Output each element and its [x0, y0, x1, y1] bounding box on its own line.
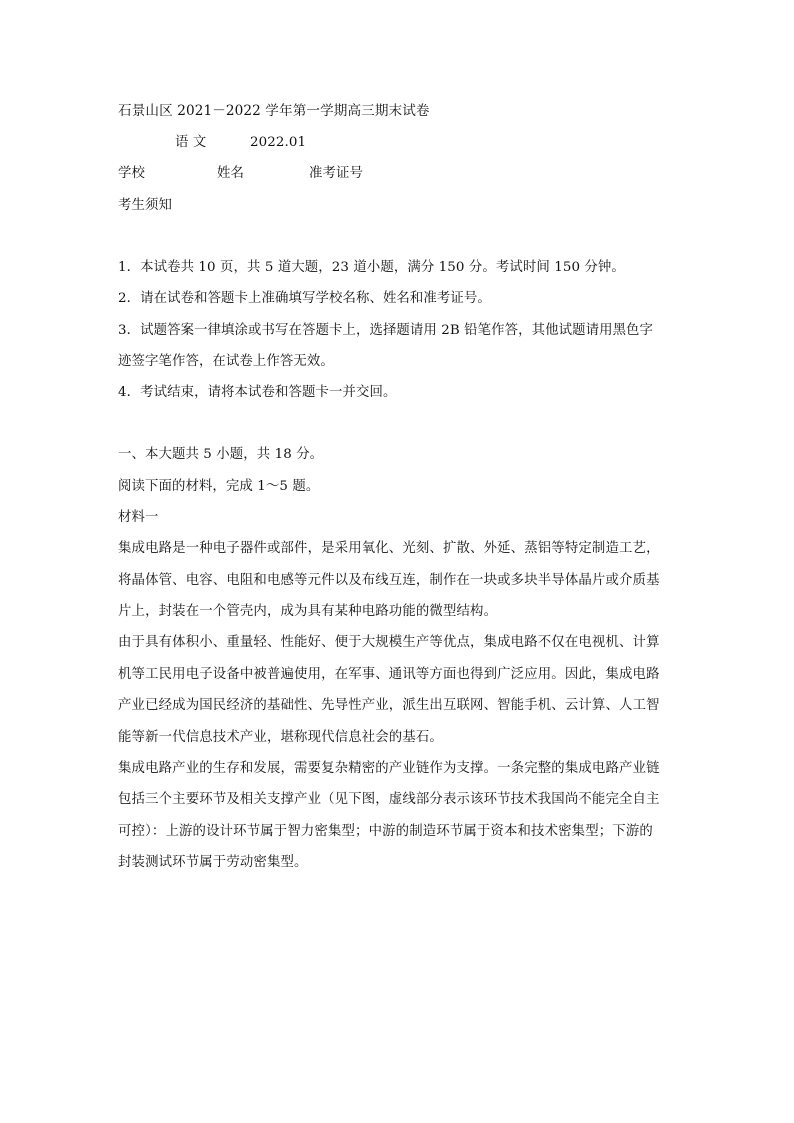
material-text-line: 片上，封装在一个管壳内，成为具有某种电路功能的微型结构。 [118, 604, 498, 619]
material-text-line: 由于具有体积小、重量轻、性能好、便于大规模生产等优点，集成电路不仅在电视机、计算 [118, 635, 660, 650]
material-heading: 材料一 [118, 510, 159, 525]
notice-item-continued: 迹签字笔作答，在试卷上作答无效。 [118, 354, 334, 369]
material-text-line: 能等新一代信息技术产业，堪称现代信息社会的基石。 [118, 730, 443, 745]
section-heading: 一、本大题共 5 小题，共 18 分。 [118, 447, 324, 462]
notice-item: 4．考试结束，请将本试卷和答题卡一并交回。 [118, 385, 397, 400]
school-label: 学校 [118, 166, 145, 181]
name-label: 姓名 [217, 166, 244, 181]
exam-title: 石景山区 2021－2022 学年第一学期高三期末试卷 [118, 103, 430, 119]
material-text-line: 集成电路是一种电子器件或部件，是采用氧化、光刻、扩散、外延、蒸铝等特定制造工艺， [118, 541, 660, 556]
subject-row [175, 134, 307, 152]
notice-item: 3．试题答案一律填涂或书写在答题卡上，选择题请用 2B 铅笔作答，其他试题请用黑色字 [118, 323, 654, 338]
notice-item: 1．本试卷共 10 页，共 5 道大题，23 道小题，满分 150 分。考试时间 150 分钟。 [118, 260, 625, 275]
notice-heading: 考生须知 [118, 198, 172, 213]
material-text-line: 集成电路产业的生存和发展，需要复杂精密的产业链作为支撑。一条完整的集成电路产业链 [118, 761, 660, 776]
material-text-line: 包括三个主要环节及相关支撑产业（见下图，虚线部分表示该环节技术我国尚不能完全自主 [118, 792, 660, 807]
material-text-line: 封装测试环节属于劳动密集型。 [118, 855, 308, 870]
material-text-line: 将晶体管、电容、电阻和电感等元件以及布线互连，制作在一块或多块半导体晶片或介质基 [118, 573, 660, 588]
material-text-line: 产业已经成为国民经济的基础性、先导性产业，派生出互联网、智能手机、云计算、人工智 [118, 698, 660, 713]
material-text-line: 机等工民用电子设备中被普遍使用，在军事、通讯等方面也得到广泛应用。因此，集成电路 [118, 667, 660, 682]
material-text-line: 可控）：上游的设计环节属于智力密集型；中游的制造环节属于资本和技术密集型；下游的 [118, 824, 653, 839]
exam-date: 2022.01 [250, 135, 307, 150]
notice-item: 2．请在试卷和答题卡上准确填写学校名称、姓名和准考证号。 [118, 291, 491, 306]
subject-label: 语 文 [175, 135, 207, 150]
section-instruction: 阅读下面的材料，完成 1～5 题。 [118, 479, 320, 494]
exam-id-label: 准考证号 [309, 166, 363, 181]
